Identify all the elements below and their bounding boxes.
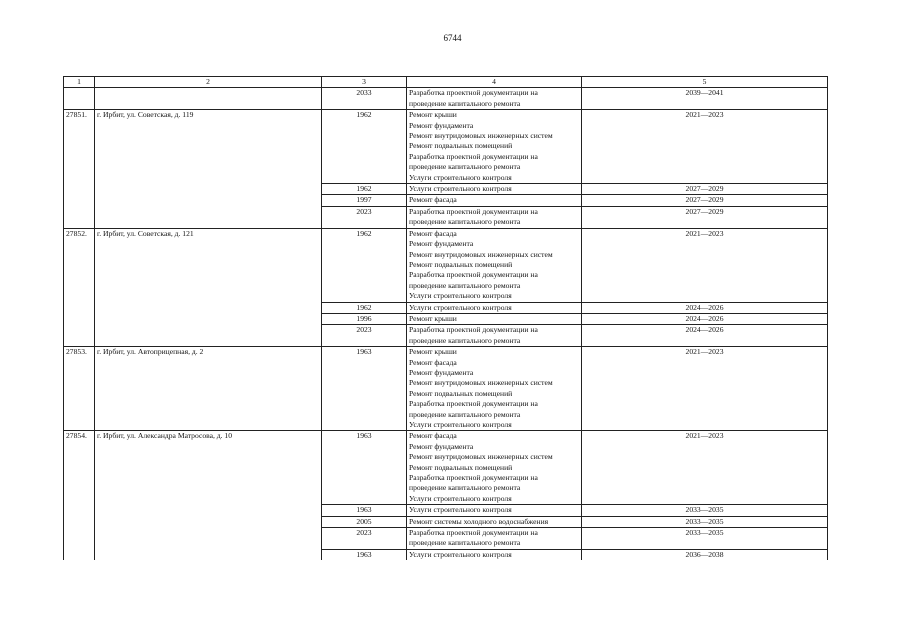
works-cell bbox=[407, 549, 582, 560]
table-row bbox=[64, 516, 828, 527]
table-row bbox=[64, 110, 828, 184]
year-cell: 1963 bbox=[322, 431, 407, 505]
period-cell: 2024—2026 bbox=[582, 325, 828, 347]
work-item: Ремонт фундамента bbox=[409, 367, 474, 377]
year-cell: 1962 bbox=[322, 184, 407, 195]
address-cell: г. Ирбит, ул. Советская, д. 121 bbox=[95, 228, 322, 302]
work-item: Ремонт внутридомовых инженерных систем bbox=[409, 452, 553, 462]
work-item: Ремонт крыши bbox=[409, 313, 457, 323]
works-cell bbox=[407, 313, 582, 324]
work-item: Разработка проектной документации на bbox=[409, 528, 538, 538]
works-cell bbox=[407, 184, 582, 195]
work-item: Ремонт системы холодного водоснабжения bbox=[409, 516, 549, 526]
period-cell: 2036—2038 bbox=[582, 549, 828, 560]
work-item: Разработка проектной документации на bbox=[409, 151, 538, 161]
works-cell bbox=[407, 228, 582, 302]
address-cell bbox=[95, 88, 322, 110]
object-number-cell bbox=[64, 184, 95, 195]
period-cell: 2021—2023 bbox=[582, 228, 828, 302]
work-item: Разработка проектной документации на bbox=[409, 88, 538, 98]
table-row bbox=[64, 347, 828, 431]
year-cell: 2023 bbox=[322, 206, 407, 228]
period-cell: 2033—2035 bbox=[582, 516, 828, 527]
work-item: Услуги строительного контроля bbox=[409, 291, 512, 301]
work-item: проведение капитального ремонта bbox=[409, 483, 521, 493]
address-cell bbox=[95, 516, 322, 527]
work-item: проведение капитального ремонта bbox=[409, 280, 521, 290]
column-header: 3 bbox=[322, 77, 407, 88]
work-item: Ремонт фасада bbox=[409, 431, 457, 441]
work-item: Разработка проектной документации на bbox=[409, 325, 538, 335]
object-number-cell: 27854. bbox=[64, 431, 95, 505]
table-row bbox=[64, 228, 828, 302]
column-header-row bbox=[64, 77, 828, 88]
works-cell bbox=[407, 110, 582, 184]
period-cell: 2027—2029 bbox=[582, 206, 828, 228]
work-item: проведение капитального ремонта bbox=[409, 409, 521, 419]
work-item: Разработка проектной документации на bbox=[409, 206, 538, 216]
work-item: проведение капитального ремонта bbox=[409, 538, 521, 548]
table-row bbox=[64, 195, 828, 206]
address-cell bbox=[95, 195, 322, 206]
work-item: Услуги строительного контроля bbox=[409, 493, 512, 503]
work-item: Ремонт подвальных помещений bbox=[409, 141, 513, 151]
works-cell bbox=[407, 325, 582, 347]
works-cell bbox=[407, 516, 582, 527]
column-header: 1 bbox=[64, 77, 95, 88]
work-item: проведение капитального ремонта bbox=[409, 335, 521, 345]
year-cell: 2023 bbox=[322, 528, 407, 550]
works-cell bbox=[407, 505, 582, 516]
object-number-cell bbox=[64, 325, 95, 347]
address-cell bbox=[95, 302, 322, 313]
work-item: Ремонт подвальных помещений bbox=[409, 259, 513, 269]
works-cell bbox=[407, 347, 582, 431]
year-cell: 1963 bbox=[322, 347, 407, 431]
address-cell bbox=[95, 206, 322, 228]
year-cell: 1996 bbox=[322, 313, 407, 324]
year-cell: 1962 bbox=[322, 302, 407, 313]
page-number: 6744 bbox=[443, 33, 462, 43]
object-number-cell bbox=[64, 313, 95, 324]
object-number-cell bbox=[64, 505, 95, 516]
year-cell: 2005 bbox=[322, 516, 407, 527]
work-item: Разработка проектной документации на bbox=[409, 399, 538, 409]
work-item: проведение капитального ремонта bbox=[409, 98, 521, 108]
object-number-cell bbox=[64, 206, 95, 228]
period-cell: 2027—2029 bbox=[582, 184, 828, 195]
year-cell: 1962 bbox=[322, 110, 407, 184]
year-cell: 2033 bbox=[322, 88, 407, 110]
work-item: Ремонт внутридомовых инженерных систем bbox=[409, 249, 553, 259]
table-row bbox=[64, 184, 828, 195]
period-cell: 2024—2026 bbox=[582, 302, 828, 313]
period-cell: 2021—2023 bbox=[582, 110, 828, 184]
object-number-cell: 27853. bbox=[64, 347, 95, 431]
work-item: Ремонт фундамента bbox=[409, 441, 474, 451]
period-cell: 2039—2041 bbox=[582, 88, 828, 110]
table-row bbox=[64, 302, 828, 313]
works-cell bbox=[407, 431, 582, 505]
table-row bbox=[64, 505, 828, 516]
work-item: Услуги строительного контроля bbox=[409, 420, 512, 429]
work-item: Услуги строительного контроля bbox=[409, 549, 512, 559]
year-cell: 1997 bbox=[322, 195, 407, 206]
works-cell bbox=[407, 302, 582, 313]
year-cell: 1963 bbox=[322, 505, 407, 516]
work-item: Услуги строительного контроля bbox=[409, 505, 512, 515]
work-item: проведение капитального ремонта bbox=[409, 162, 521, 172]
work-item: Разработка проектной документации на bbox=[409, 473, 538, 483]
period-cell: 2033—2035 bbox=[582, 505, 828, 516]
column-header: 2 bbox=[95, 77, 322, 88]
repair-schedule-table bbox=[63, 76, 828, 560]
works-cell bbox=[407, 206, 582, 228]
works-cell bbox=[407, 88, 582, 110]
year-cell: 1962 bbox=[322, 228, 407, 302]
table-row bbox=[64, 549, 828, 560]
works-cell bbox=[407, 528, 582, 550]
object-number-cell bbox=[64, 528, 95, 550]
work-item: Ремонт внутридомовых инженерных систем bbox=[409, 131, 553, 141]
work-item: Ремонт фасада bbox=[409, 357, 457, 367]
address-cell bbox=[95, 505, 322, 516]
work-item: Ремонт фасада bbox=[409, 195, 457, 205]
address-cell bbox=[95, 325, 322, 347]
table-row bbox=[64, 313, 828, 324]
work-item: Ремонт подвальных помещений bbox=[409, 462, 513, 472]
table-row bbox=[64, 88, 828, 110]
address-cell: г. Ирбит, ул. Советская, д. 119 bbox=[95, 110, 322, 184]
address-cell: г. Ирбит, ул. Александра Матросова, д. 10 bbox=[95, 431, 322, 505]
period-cell: 2021—2023 bbox=[582, 431, 828, 505]
work-item: Ремонт внутридомовых инженерных систем bbox=[409, 378, 553, 388]
work-item: проведение капитального ремонта bbox=[409, 217, 521, 227]
period-cell: 2024—2026 bbox=[582, 313, 828, 324]
works-cell bbox=[407, 195, 582, 206]
object-number-cell bbox=[64, 302, 95, 313]
table-row bbox=[64, 325, 828, 347]
object-number-cell: 27852. bbox=[64, 228, 95, 302]
address-cell: г. Ирбит, ул. Автоприцепная, д. 2 bbox=[95, 347, 322, 431]
work-item: Ремонт крыши bbox=[409, 110, 457, 120]
work-item: Ремонт подвальных помещений bbox=[409, 388, 513, 398]
work-item: Ремонт фундамента bbox=[409, 239, 474, 249]
period-cell: 2021—2023 bbox=[582, 347, 828, 431]
year-cell: 2023 bbox=[322, 325, 407, 347]
work-item: Разработка проектной документации на bbox=[409, 270, 538, 280]
object-number-cell bbox=[64, 88, 95, 110]
object-number-cell: 27851. bbox=[64, 110, 95, 184]
column-header: 4 bbox=[407, 77, 582, 88]
table-row bbox=[64, 431, 828, 505]
work-item: Ремонт крыши bbox=[409, 347, 457, 357]
year-cell: 1963 bbox=[322, 549, 407, 560]
object-number-cell bbox=[64, 549, 95, 560]
column-header: 5 bbox=[582, 77, 828, 88]
period-cell: 2027—2029 bbox=[582, 195, 828, 206]
period-cell: 2033—2035 bbox=[582, 528, 828, 550]
address-cell bbox=[95, 528, 322, 550]
work-item: Услуги строительного контроля bbox=[409, 172, 512, 182]
work-item: Услуги строительного контроля bbox=[409, 184, 512, 194]
address-cell bbox=[95, 313, 322, 324]
work-item: Услуги строительного контроля bbox=[409, 302, 512, 312]
address-cell bbox=[95, 549, 322, 560]
table-row bbox=[64, 528, 828, 550]
table-row bbox=[64, 206, 828, 228]
object-number-cell bbox=[64, 516, 95, 527]
work-item: Ремонт фасада bbox=[409, 228, 457, 238]
work-item: Ремонт фундамента bbox=[409, 120, 474, 130]
object-number-cell bbox=[64, 195, 95, 206]
address-cell bbox=[95, 184, 322, 195]
